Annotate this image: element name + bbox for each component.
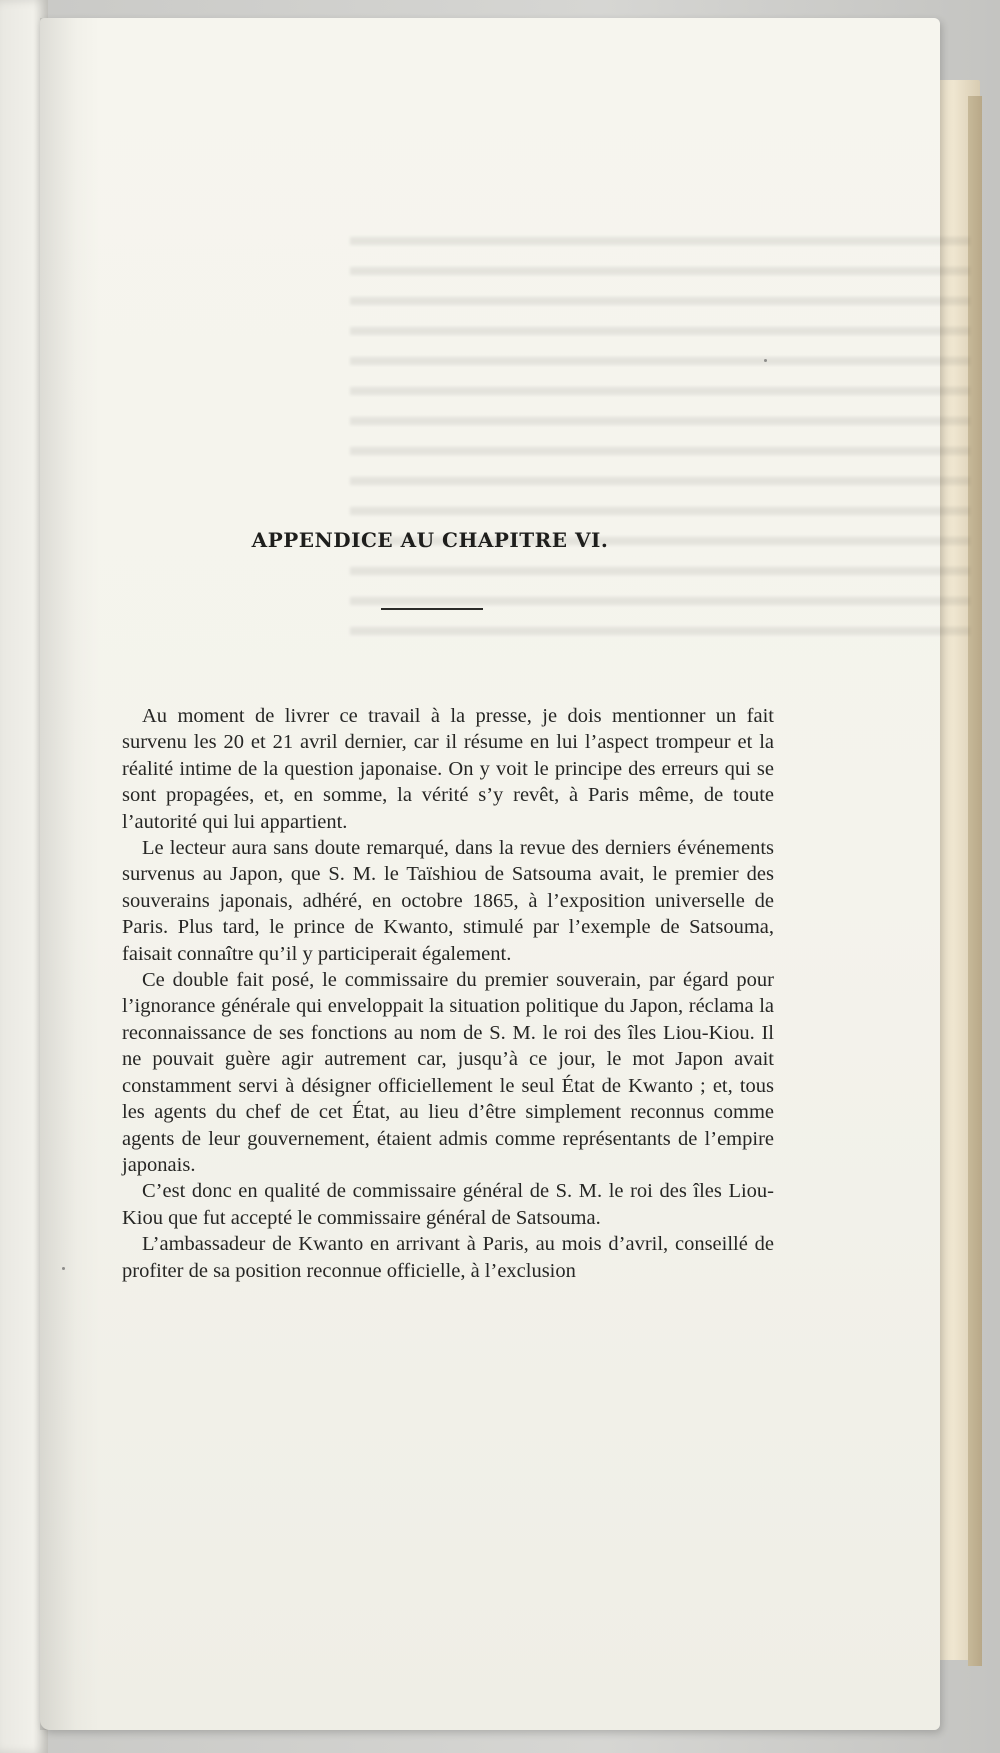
book-page [40, 18, 940, 1730]
paragraph: Ce double fait posé, le commissaire du premier souverain, par égard pour l’ignorance générale qui enveloppait la situation politique du Japon, réclama la reconnaissance de ses fonctions au nom de S. M. le roi des îles Liou-Kiou. Il ne pouvait guère agir autrement car, jusqu’à ce jour, le mot Japon avait constamment servi à désigner officiellement le seul État de Kwanto ; et, tous les agents du chef de cet État, au lieu d’être simplement reconnus comme agents de leur gouvernement, étaient admis comme représentants de l’empire japonais. [122, 969, 774, 1176]
paper-speck [62, 1267, 65, 1270]
heading-rule [381, 608, 483, 610]
paper-speck [764, 359, 767, 362]
paragraph: Le lecteur aura sans doute remarqué, dans la revue des derniers événements survenus au Japon, que S. M. le Taïshiou de Satsouma avait, le premier des souverains japonais, adhéré, en octobre 1865, à l’exposition universelle de Paris. Plus tard, le prince de Kwanto, stimulé par l’exemple de Satsouma, faisait connaître qu’il y participerait également. [122, 837, 774, 965]
paragraph: L’ambassadeur de Kwanto en arrivant à Paris, au mois d’avril, conseillé de profiter de sa position reconnue officielle, à l’exclusion [122, 1233, 774, 1282]
book-cover-spine [968, 96, 982, 1666]
paragraph: Au moment de livrer ce travail à la presse, je dois mentionner un fait survenu les 20 et 21 avril dernier, car il résume en lui l’aspect trompeur et la réalité intime de la question japonaise. On y voit le principe des erreurs qui se sont propagées, et, en somme, la vérité s’y revêt, à Paris même, de toute l’autorité qui lui appartient. [122, 705, 774, 833]
paragraph: C’est donc en qualité de commissaire général de S. M. le roi des îles Liou-Kiou que fut accepté le commissaire général de Satsouma. [122, 1180, 774, 1229]
body-text [122, 703, 774, 1284]
show-through-text [350, 223, 970, 643]
chapter-heading: APPENDICE AU CHAPITRE VI. [251, 528, 609, 552]
